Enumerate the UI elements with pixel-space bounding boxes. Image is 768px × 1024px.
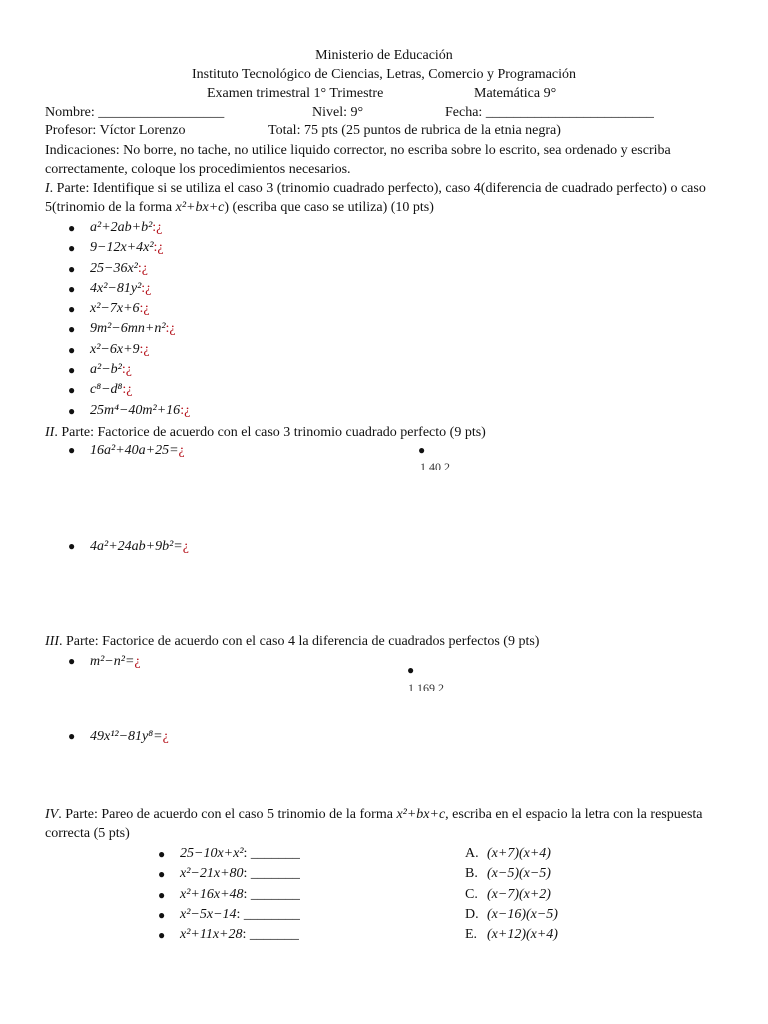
bullet: ●: [158, 907, 166, 922]
answer-expr: (x+7)(x+4): [487, 846, 551, 861]
part4-item: [158, 885, 300, 905]
bullet: ●: [68, 302, 76, 317]
part4-item: [158, 864, 300, 884]
part4-item: [158, 844, 300, 864]
part2-item-1: [90, 443, 185, 459]
part1-item: [68, 259, 190, 279]
part3-item-1-q: ¿: [134, 654, 141, 669]
part2-title-text: . Parte: Factorice de acuerdo con el caso 3 trinomio cuadrado perfecto (9 pts): [54, 425, 486, 440]
bullet: ●: [158, 867, 166, 882]
bullet: ●: [68, 342, 76, 357]
part4-form: x²+bx+c: [396, 807, 446, 822]
part2-roman: II: [45, 425, 55, 440]
part1-item: [68, 238, 190, 258]
part1-item-suffix: :¿: [152, 220, 163, 235]
part3-roman: III: [45, 634, 59, 649]
answer-option: [465, 864, 558, 884]
bullet: ●: [407, 663, 415, 677]
answer-letter: E.: [465, 927, 478, 943]
part2-title: [45, 423, 735, 442]
part4-item-expr: 25−10x+x²: [180, 846, 244, 861]
answer-option: [465, 905, 558, 925]
answer-letter: C.: [465, 886, 478, 902]
part1-item-expr: 9m²−6mn+n²: [90, 321, 166, 337]
answer-letter: B.: [465, 866, 478, 882]
bullet: ●: [158, 847, 166, 861]
part3-item-2-expr: 49x¹²−81y⁸=: [90, 729, 163, 744]
answer-option: [465, 844, 558, 864]
part2-item-1-q: ¿: [178, 443, 185, 458]
part4-item-expr: x²−21x+80: [180, 866, 244, 882]
answer-blank[interactable]: : _______: [243, 886, 300, 902]
bullet: ●: [68, 221, 76, 235]
part3-item-2: [90, 729, 169, 745]
bullet: ●: [68, 241, 76, 256]
part1-item-expr: 25m⁴−40m²+16: [90, 402, 181, 418]
answer-blank[interactable]: : _______: [243, 866, 300, 882]
part1-item: [68, 401, 191, 421]
bullet: ●: [68, 443, 76, 457]
institute-title: Instituto Tecnológico de Ciencias, Letras, Comercio y Programación: [191, 67, 577, 82]
level-field: Nivel: 9°: [312, 105, 364, 120]
part3-item-1: [90, 654, 141, 670]
instructions: Indicaciones: No borre, no tache, no utilice liquido corrector, no escriba sobre lo escrito, sea ordenado y escriba correctamente, coloque los procedimientos necesarios.: [45, 143, 671, 177]
part1-item-expr: c⁸−d⁸: [90, 382, 123, 398]
part1-item: [68, 218, 190, 238]
subject-title: Matemática 9°: [474, 86, 557, 101]
part1-item: [68, 279, 190, 299]
name-field: Nombre: __________________: [45, 105, 225, 120]
answer-option: [465, 885, 558, 905]
part4-title-a: . Parte: Pareo de acuerdo con el caso 5 trinomio de la forma: [58, 807, 397, 822]
answer-blank[interactable]: : ________: [236, 906, 300, 922]
answer-expr: (x−16)(x−5): [487, 906, 558, 922]
part1-item: [68, 340, 190, 360]
bullet: ●: [68, 654, 76, 668]
answer-option: [465, 925, 558, 945]
part1-item-expr: 25−36x²: [90, 260, 138, 276]
part4-answers: [465, 844, 558, 945]
part4-list: [158, 844, 300, 945]
part4-item-expr: x²−5x−14: [180, 906, 237, 922]
bullet: ●: [418, 443, 426, 457]
bullet: ●: [68, 539, 76, 553]
part4-item: [158, 905, 300, 925]
part1-title-b: ) (escriba que caso se utiliza) (10 pts): [224, 200, 434, 215]
part1-item: [68, 319, 190, 339]
part1-item-suffix: :¿: [139, 341, 150, 357]
part4-item-expr: x²+11x+28: [180, 927, 243, 943]
part2-item-2: [90, 539, 189, 555]
bullet: ●: [68, 261, 76, 276]
answer-expr: (x−7)(x+2): [487, 886, 551, 902]
bullet: ●: [68, 729, 76, 743]
part1-list: [68, 218, 191, 421]
bullet: ●: [68, 322, 76, 337]
clipped-fragment: 1 169 2: [408, 681, 444, 691]
part1-item-expr: 9−12x+4x²: [90, 240, 154, 256]
part1-item-expr: a²+2ab+b²: [90, 220, 153, 235]
part3-title: [45, 632, 735, 651]
bullet: ●: [68, 281, 76, 296]
part1-form: x²+bx+c: [175, 200, 225, 215]
part1-item-expr: x²−7x+6: [90, 301, 140, 317]
part4-title-b: , escriba en el espacio la letra con la respuesta correcta (5 pts): [45, 807, 703, 841]
part1-item-expr: a²−b²: [90, 362, 122, 378]
answer-expr: (x−5)(x−5): [487, 866, 551, 882]
part1-item: [68, 360, 190, 380]
exam-title: Examen trimestral 1° Trimestre: [207, 86, 384, 101]
part1-item-suffix: :¿: [180, 402, 191, 418]
date-field: Fecha: ________________________: [445, 105, 654, 120]
part2-item-1-expr: 16a²+40a+25=: [90, 443, 179, 458]
part1-item: [68, 299, 190, 319]
part1-roman: I: [45, 181, 50, 196]
bullet: ●: [68, 403, 76, 418]
bullet: ●: [158, 928, 166, 943]
part1-item-suffix: :¿: [137, 260, 148, 276]
part2-item-2-expr: 4a²+24ab+9b²=: [90, 539, 183, 554]
total-field: Total: 75 pts (25 puntos de rubrica de la etnia negra): [268, 123, 561, 138]
ministry-title: Ministerio de Educación: [315, 48, 453, 63]
part1-title-a: . Parte: Identifique si se utiliza el caso 3 (trinomio cuadrado perfecto), caso 4(diferencia de cuadrado perfecto) o caso 5(trinomio de la forma: [45, 181, 706, 215]
part1-item-suffix: :¿: [165, 321, 176, 337]
part1-item-suffix: :¿: [139, 301, 150, 317]
teacher-field: Profesor: Víctor Lorenzo: [45, 123, 186, 138]
part1-item-suffix: :¿: [122, 382, 133, 398]
bullet: ●: [158, 887, 166, 902]
bullet: ●: [68, 383, 76, 398]
part3-item-1-expr: m²−n²=: [90, 654, 135, 669]
part3-item-2-q: ¿: [162, 729, 169, 744]
part1-item-suffix: :¿: [153, 240, 164, 256]
part4-item: [158, 925, 300, 945]
answer-letter: D.: [465, 906, 479, 922]
bullet: ●: [68, 363, 76, 378]
answer-blank[interactable]: : _______: [242, 927, 299, 943]
part2-item-2-q: ¿: [182, 539, 189, 554]
part3-title-text: . Parte: Factorice de acuerdo con el caso 4 la diferencia de cuadrados perfectos (9 pts): [59, 634, 540, 649]
part4-item-expr: x²+16x+48: [180, 886, 244, 902]
part1-item-suffix: :¿: [121, 362, 132, 378]
part1-item-expr: x²−6x+9: [90, 341, 140, 357]
answer-letter: A.: [465, 846, 479, 861]
part1-item: [68, 380, 190, 400]
part1-item-suffix: :¿: [141, 280, 152, 296]
part4-title: [45, 805, 735, 843]
part1-item-expr: 4x²−81y²: [90, 280, 142, 296]
clipped-fragment: 1 40 2: [420, 460, 450, 470]
part1-title: [45, 179, 735, 217]
part4-roman: IV: [45, 807, 59, 822]
answer-blank[interactable]: : _______: [243, 846, 300, 861]
answer-expr: (x+12)(x+4): [487, 927, 558, 943]
